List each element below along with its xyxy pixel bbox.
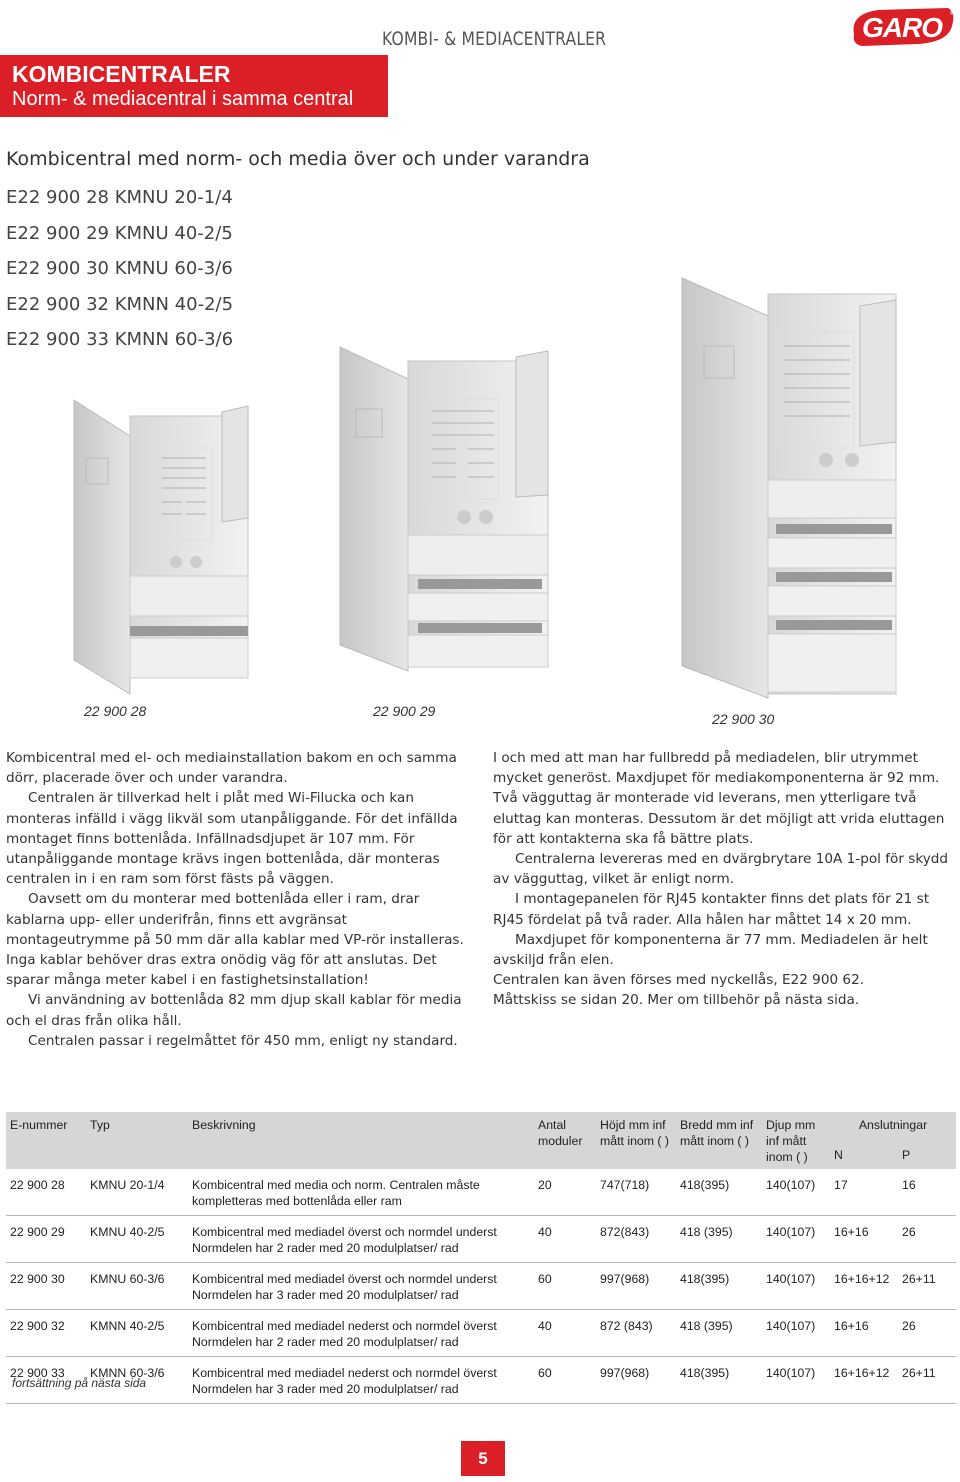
cell-enummer: 22 900 29 (6, 1216, 86, 1263)
paragraph: Centralen passar i regelmåttet för 450 mm, enligt ny standard. (28, 1032, 458, 1049)
cell-bredd: 418 (395) (676, 1216, 762, 1263)
cell-antal: 60 (534, 1357, 596, 1404)
table-header-row (6, 1112, 956, 1169)
paragraph: Centralen kan även förses med nyckellås, E22 900 62. (493, 972, 865, 989)
cell-djup: 140(107) (762, 1310, 830, 1357)
header-beskrivning: Beskrivning (188, 1112, 534, 1169)
cell-antal: 60 (534, 1263, 596, 1310)
banner-title: KOMBICENTRALER (12, 61, 231, 87)
cell-beskrivning: Kombicentral med mediadel nederst och normdel överst Normdelen har 2 rader med 20 modulplatser/ rad (188, 1310, 534, 1357)
cell-enummer: 22 900 33 (6, 1357, 86, 1404)
model-item: E22 900 28 KMNU 20-1/4 (6, 187, 233, 208)
cell-djup: 140(107) (762, 1216, 830, 1263)
model-list (6, 186, 233, 364)
header-enummer: E-nummer (6, 1112, 86, 1169)
page-number: 5 (461, 1441, 505, 1476)
cell-bredd: 418(395) (676, 1169, 762, 1216)
cell-hojd: 872 (843) (596, 1310, 676, 1357)
body-text-right (493, 748, 955, 1011)
cell-hojd: 997(968) (596, 1357, 676, 1404)
cell-antal: 40 (534, 1216, 596, 1263)
cell-bredd: 418(395) (676, 1263, 762, 1310)
cell-p: 26+11 (898, 1263, 956, 1310)
cell-beskrivning: Kombicentral med mediadel överst och normdel underst Normdelen har 3 rader med 20 modulplatser/ rad (188, 1263, 534, 1310)
cabinet-image-22-900-30 (680, 276, 900, 701)
cell-typ: KMNU 60-3/6 (86, 1263, 188, 1310)
cell-djup: 140(107) (762, 1169, 830, 1216)
cell-hojd: 747(718) (596, 1169, 676, 1216)
model-item: E22 900 29 KMNU 40-2/5 (6, 222, 233, 244)
cell-p: 26+11 (898, 1357, 956, 1404)
header-section-title: KOMBI- & MEDIACENTRALER (382, 28, 607, 50)
cell-enummer: 22 900 30 (6, 1263, 86, 1310)
garo-logo (848, 4, 956, 48)
paragraph: Kombicentral med el- och mediainstallation bakom en och samma dörr, placerade över och under varandra. (6, 750, 457, 787)
model-item: E22 900 32 KMNN 40-2/5 (6, 293, 234, 315)
cell-n: 17 (830, 1169, 898, 1216)
table-row (6, 1169, 956, 1216)
cell-n: 16+16 (830, 1216, 898, 1263)
cell-beskrivning: Kombicentral med mediadel överst och normdel underst Normdelen har 2 rader med 20 modulplatser/ rad (188, 1216, 534, 1263)
cell-typ: KMNU 20-1/4 (86, 1169, 188, 1216)
cell-beskrivning: Kombicentral med mediadel nederst och normdel överst Normdelen har 3 rader med 20 modulplatser/ rad (188, 1357, 534, 1404)
paragraph: Måttskiss se sidan 20. Mer om tillbehör på nästa sida. (493, 992, 860, 1009)
cell-beskrivning: Kombicentral med media och norm. Centralen måste kompletteras med bottenlåda eller ram (188, 1169, 534, 1216)
header-bredd: Bredd mm inf mått inom ( ) (676, 1112, 762, 1169)
header-anslutningar (830, 1112, 956, 1169)
model-item: E22 900 30 KMNU 60-3/6 (6, 258, 233, 279)
paragraph: Oavsett om du monterar med bottenlåda eller i ram, drar kablarna upp- eller underifrån, finns ett avgränsat montageutrymme på 50 mm där alla kablar med VP-rör installeras. Inga kablar behöver dras extra onödig väg för att anslutas. Det sparar många meter kabel i en fastighetsinstallation! (6, 891, 464, 989)
cell-antal: 40 (534, 1310, 596, 1357)
product-table (6, 1112, 956, 1404)
header-djup: Djup mm inf mått inom ( ) (762, 1112, 830, 1169)
header-anslutningar-label: Anslutningar (858, 1118, 928, 1132)
paragraph: Maxdjupet för komponenterna är 77 mm. Mediadelen är helt avskiljd från elen. (493, 931, 928, 969)
cell-n: 16+16 (830, 1310, 898, 1357)
cell-bredd: 418(395) (676, 1357, 762, 1404)
cell-p: 26 (898, 1310, 956, 1357)
table-row (6, 1310, 956, 1357)
caption-22-900-30: 22 900 30 (712, 711, 775, 727)
svg-text:GARO: GARO (862, 12, 942, 43)
cell-n: 16+16+12 (830, 1263, 898, 1310)
cell-p: 16 (898, 1169, 956, 1216)
table-row (6, 1357, 956, 1404)
table-row (6, 1263, 956, 1310)
table-row (6, 1216, 956, 1263)
cell-enummer: 22 900 32 (6, 1310, 86, 1357)
cell-hojd: 997(968) (596, 1263, 676, 1310)
cell-p: 26 (898, 1216, 956, 1263)
model-item: E22 900 33 KMNN 60-3/6 (6, 329, 234, 350)
header-hojd: Höjd mm inf mått inom ( ) (596, 1112, 676, 1169)
cell-djup: 140(107) (762, 1263, 830, 1310)
cell-djup: 140(107) (762, 1357, 830, 1404)
paragraph: Centralen är tillverkad helt i plåt med Wi-Filucka och kan monteras infälld i vägg likväl som utanpåliggande. För det infällda montaget finns bottenlåda. Infällnadsdjupet är 107 mm. För utanpåliggande montage krävs ingen bottenlåda, där monteras centralen in i en ram som först fästs på väggen. (6, 790, 458, 888)
paragraph: Centralerna levereras med en dvärgbrytare 10A 1-pol för skydd av vägguttag, vilket är enligt norm. (493, 851, 949, 888)
cell-bredd: 418 (395) (676, 1310, 762, 1357)
caption-22-900-28: 22 900 28 (84, 703, 147, 719)
body-text-left (6, 748, 468, 1051)
cell-typ: KMNN 60-3/6 (86, 1357, 188, 1404)
cabinet-image-22-900-28 (72, 398, 252, 698)
cell-hojd: 872(843) (596, 1216, 676, 1263)
banner-subtitle: Norm- & mediacentral i samma central (12, 88, 354, 110)
cell-typ: KMNU 40-2/5 (86, 1216, 188, 1263)
page-banner (0, 55, 388, 117)
cabinet-image-22-900-29 (338, 345, 553, 675)
svg-text:®: ® (949, 10, 955, 17)
paragraph: I och med att man har fullbredd på mediadelen, blir utrymmet mycket generöst. Maxdjupet för mediakomponenterna är 92 mm. Två vägguttag är monterade vid leverans, men ytterligare två eluttag kan monteras. Dessutom är det möjligt att vrida eluttagen för att kontakterna ska få bättre plats. (493, 750, 945, 847)
header-p: P (902, 1148, 911, 1162)
cell-enummer: 22 900 28 (6, 1169, 86, 1216)
cell-n: 16+16+12 (830, 1357, 898, 1404)
header-n: N (834, 1148, 843, 1162)
continued-note: fortsättning på nästa sida (12, 1376, 147, 1390)
model-heading: Kombicentral med norm- och media över och under varandra (6, 148, 590, 170)
paragraph: I montagepanelen för RJ45 kontakter finns det plats för 21 st RJ45 fördelat på två rader. Alla hålen har måttet 14 x 20 mm. (493, 891, 930, 928)
caption-22-900-29: 22 900 29 (373, 703, 436, 719)
paragraph: Vi användning av bottenlåda 82 mm djup skall kablar för media och el dras från olika håll. (6, 992, 462, 1029)
header-typ: Typ (86, 1112, 188, 1169)
cell-antal: 20 (534, 1169, 596, 1216)
cell-typ: KMNN 40-2/5 (86, 1310, 188, 1357)
header-antal: Antal moduler (534, 1112, 596, 1169)
